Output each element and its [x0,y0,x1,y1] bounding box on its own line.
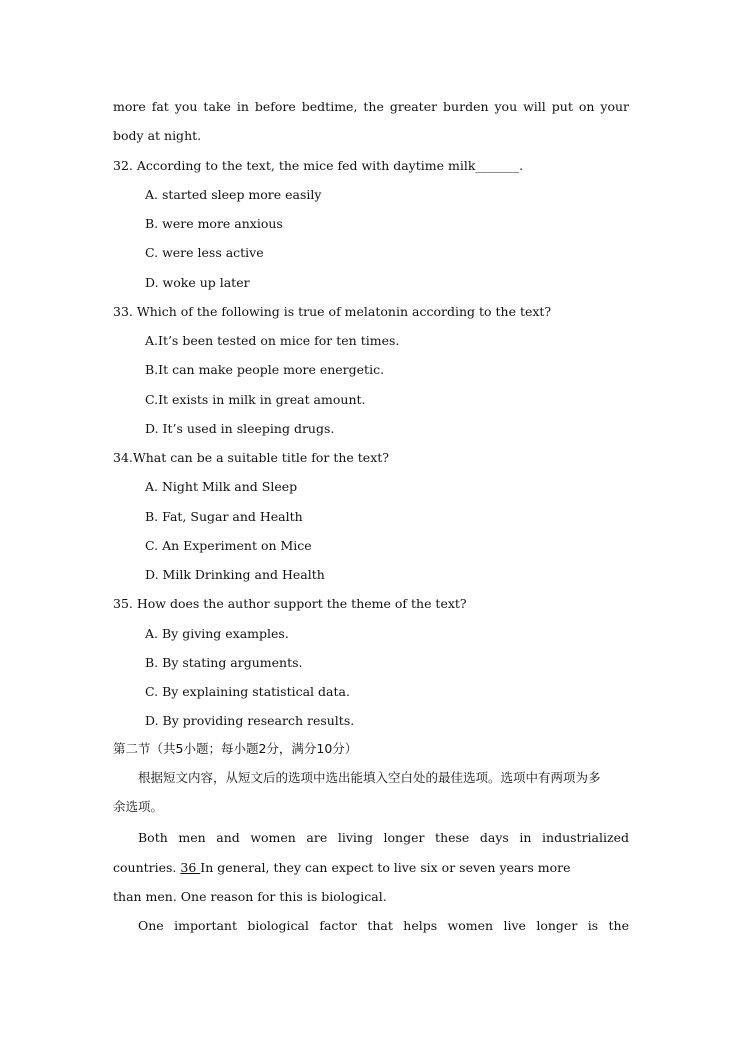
question-stem: 32. According to the text, the mice fed with daytime milk_______. [113,158,524,173]
option-d: D. By providing research results. [145,713,355,728]
passage-text: countries. [113,860,181,875]
option-b: B. Fat, Sugar and Health [145,509,303,524]
option-a: A.It’s been tested on mice for ten times. [145,333,400,348]
option-a: A. By giving examples. [145,626,289,641]
option-d: D. woke up later [145,275,250,290]
passage-line: Both men and women are living longer these days in industrialized [138,830,629,845]
instruction-line: 余选项。 [113,799,164,814]
passage-line: more fat you take in before bedtime, the greater burden you will put on your [113,99,629,114]
option-d: D. It’s used in sleeping drugs. [145,421,335,436]
option-b: B. By stating arguments. [145,655,303,670]
passage-line: than men. One reason for this is biological. [113,889,387,904]
question-stem: 33. Which of the following is true of melatonin according to the text? [113,304,552,319]
passage-line [113,859,629,877]
option-c: C. By explaining statistical data. [145,684,350,699]
option-c: C.It exists in milk in great amount. [145,392,366,407]
instruction-line: 根据短文内容，从短文后的选项中选出能填入空白处的最佳选项。选项中有两项为多 [138,770,601,785]
option-b: B. were more anxious [145,216,283,231]
passage-line: One important biological factor that helps women live longer is the [138,918,629,933]
question-stem: 35. How does the author support the theme of the text? [113,596,467,611]
option-d: D. Milk Drinking and Health [145,567,325,582]
option-b: B.It can make people more energetic. [145,362,385,377]
option-c: C. An Experiment on Mice [145,538,312,553]
passage-line: body at night. [113,128,202,143]
passage-text: In general, they can expect to live six or seven years more [200,860,571,875]
section-heading: 第二节（共5小题；每小题2分，满分10分） [113,741,358,756]
option-a: A. started sleep more easily [145,187,322,202]
question-stem: 34.What can be a suitable title for the text? [113,450,389,465]
blank-36: 36 [180,860,201,875]
option-a: A. Night Milk and Sleep [145,479,298,494]
option-c: C. were less active [145,245,264,260]
